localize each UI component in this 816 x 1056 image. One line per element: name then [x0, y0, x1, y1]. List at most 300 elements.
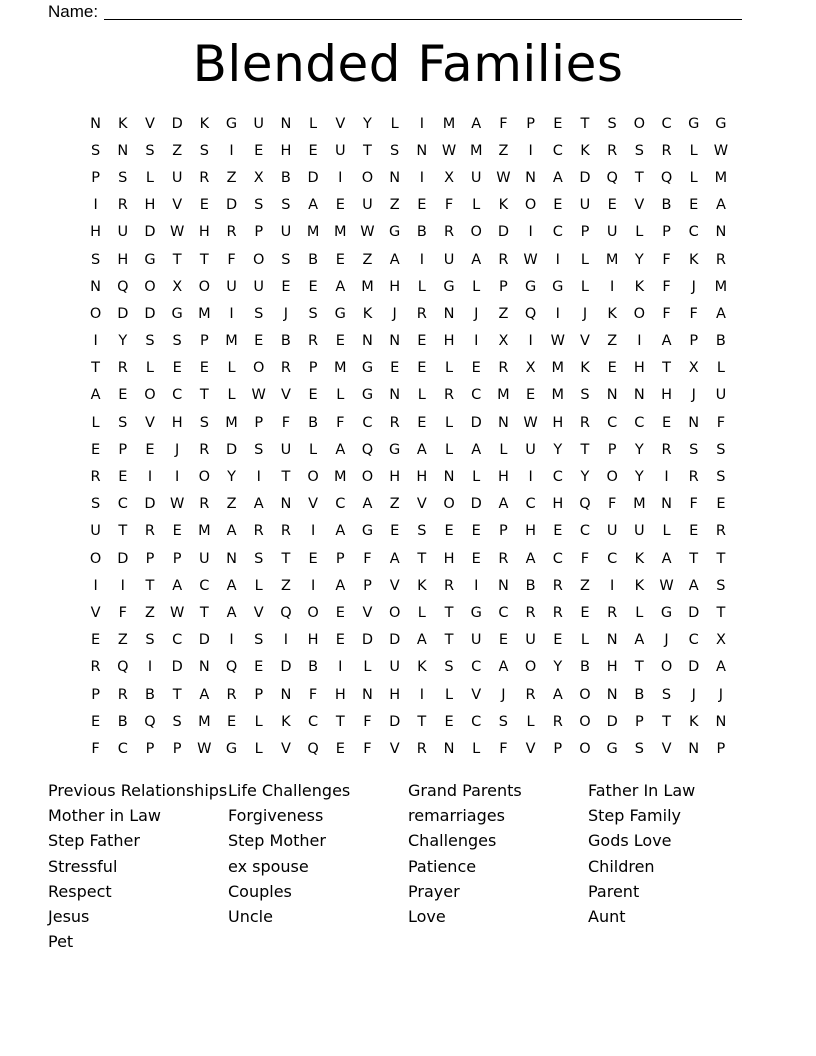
- grid-letter: S: [716, 469, 726, 486]
- grid-letter: L: [472, 278, 481, 295]
- grid-letter: L: [635, 224, 644, 241]
- grid-letter: R: [688, 469, 699, 486]
- grid-letter: A: [552, 686, 563, 703]
- grid-letter: E: [91, 713, 101, 730]
- grid-letter: A: [90, 387, 101, 404]
- grid-letter: B: [280, 333, 291, 350]
- grid-letter: R: [253, 523, 264, 540]
- grid-letter: I: [664, 469, 669, 486]
- grid-letter: C: [579, 523, 591, 540]
- grid-letter: N: [389, 333, 401, 350]
- grid-letter: A: [389, 550, 400, 567]
- grid-letter: S: [90, 251, 101, 268]
- grid-letter: A: [389, 251, 400, 268]
- grid-letter: Y: [363, 115, 372, 132]
- grid-letter: L: [336, 387, 345, 404]
- grid-letter: A: [416, 632, 427, 649]
- grid-letter: R: [552, 604, 563, 621]
- grid-letter: E: [580, 604, 590, 621]
- grid-letter: F: [363, 713, 372, 730]
- grid-letter: I: [637, 333, 642, 350]
- grid-letter: I: [528, 142, 533, 159]
- grid-letter: C: [552, 550, 563, 567]
- grid-letter: B: [715, 333, 726, 350]
- grid-letter: I: [555, 251, 560, 268]
- grid-letter: V: [416, 496, 427, 513]
- grid-letter: U: [280, 224, 292, 241]
- grid-letter: A: [715, 197, 726, 214]
- grid-letter: O: [144, 278, 156, 295]
- grid-letter: C: [471, 387, 482, 404]
- grid-letter: S: [444, 659, 454, 676]
- grid-letter: L: [444, 686, 454, 703]
- grid-letter: E: [335, 632, 345, 649]
- grid-letter: F: [662, 305, 671, 322]
- grid-letter: P: [335, 550, 345, 567]
- grid-letter: C: [607, 414, 618, 431]
- grid-letter: U: [443, 251, 455, 268]
- grid-letter: H: [90, 224, 102, 241]
- grid-letter: W: [523, 414, 538, 431]
- grid-letter: L: [227, 360, 236, 377]
- grid-letter: P: [172, 550, 182, 567]
- grid-letter: W: [550, 333, 565, 350]
- grid-letter: L: [91, 414, 100, 431]
- grid-letter: E: [172, 360, 182, 377]
- grid-letter: Q: [579, 496, 591, 513]
- word-list-item: Parent: [588, 881, 640, 901]
- grid-letter: L: [499, 441, 508, 458]
- grid-letter: N: [715, 224, 727, 241]
- grid-letter: A: [471, 251, 482, 268]
- grid-letter: R: [715, 251, 726, 268]
- grid-letter: S: [254, 305, 264, 322]
- grid-letter: H: [443, 550, 455, 567]
- grid-letter: E: [335, 333, 345, 350]
- grid-letter: W: [441, 142, 457, 159]
- grid-letter: Y: [634, 441, 644, 458]
- grid-letter: U: [606, 224, 618, 241]
- grid-letter: T: [335, 713, 345, 730]
- grid-letter: S: [172, 713, 182, 730]
- grid-letter: L: [472, 197, 481, 214]
- grid-letter: K: [417, 577, 427, 594]
- grid-letter: V: [362, 604, 373, 621]
- grid-letter: E: [661, 414, 672, 431]
- grid-letter: D: [307, 169, 319, 186]
- grid-letter: T: [444, 604, 454, 621]
- grid-letter: F: [662, 251, 671, 268]
- grid-letter: C: [607, 550, 618, 567]
- grid-letter: R: [144, 523, 155, 540]
- grid-letter: E: [471, 550, 481, 567]
- grid-letter: S: [145, 333, 155, 350]
- grid-letter: R: [607, 604, 618, 621]
- grid-letter: M: [334, 360, 347, 377]
- grid-letter: O: [89, 305, 102, 322]
- grid-letter: V: [280, 387, 291, 404]
- word-list-item: Grand Parents: [408, 781, 522, 800]
- grid-letter: P: [499, 523, 508, 540]
- grid-letter: X: [172, 278, 183, 295]
- grid-letter: E: [226, 713, 237, 730]
- grid-letter: A: [226, 577, 237, 594]
- grid-letter: O: [144, 387, 156, 404]
- word-list-item: Pet: [48, 932, 74, 952]
- grid-letter: W: [169, 496, 185, 513]
- grid-letter: E: [553, 115, 563, 132]
- grid-letter: M: [198, 713, 211, 730]
- grid-letter: E: [471, 523, 481, 540]
- grid-letter: Y: [227, 469, 236, 486]
- grid-letter: L: [444, 441, 454, 458]
- grid-letter: S: [390, 142, 400, 159]
- grid-letter: E: [254, 333, 264, 350]
- grid-letter: T: [199, 387, 209, 404]
- grid-letter: V: [280, 740, 291, 757]
- grid-letter: C: [308, 713, 319, 730]
- grid-letter: E: [553, 197, 563, 214]
- grid-letter: W: [360, 224, 375, 241]
- grid-letter: P: [308, 360, 318, 377]
- grid-letter: Z: [362, 251, 373, 268]
- grid-letter: W: [496, 169, 511, 186]
- grid-letter: G: [361, 523, 374, 540]
- grid-letter: C: [688, 224, 699, 241]
- name-underline: [104, 5, 742, 20]
- grid-letter: X: [498, 333, 509, 350]
- grid-letter: I: [555, 305, 560, 322]
- grid-letter: T: [199, 251, 209, 268]
- grid-letter: E: [254, 142, 264, 159]
- grid-letter: I: [474, 333, 479, 350]
- grid-letter: L: [390, 115, 399, 132]
- grid-letter: L: [254, 740, 263, 757]
- grid-letter: E: [335, 604, 345, 621]
- grid-letter: I: [310, 523, 316, 540]
- grid-letter: D: [280, 659, 292, 676]
- grid-letter: U: [253, 115, 265, 132]
- grid-letter: M: [225, 333, 238, 350]
- grid-letter: J: [175, 441, 180, 458]
- grid-letter: Z: [226, 169, 237, 186]
- grid-letter: S: [90, 142, 101, 159]
- grid-letter: L: [417, 387, 426, 404]
- grid-letter: L: [472, 469, 481, 486]
- grid-letter: O: [198, 278, 211, 295]
- grid-letter: P: [254, 224, 264, 241]
- grid-letter: F: [308, 686, 318, 703]
- grid-letter: Z: [145, 604, 155, 621]
- grid-letter: A: [715, 659, 726, 676]
- grid-letter: R: [552, 713, 563, 730]
- grid-letter: I: [419, 169, 424, 186]
- grid-letter: P: [91, 169, 100, 186]
- grid-letter: J: [691, 278, 696, 295]
- grid-letter: H: [633, 360, 645, 377]
- grid-letter: R: [280, 360, 291, 377]
- grid-letter: E: [172, 523, 182, 540]
- grid-letter: S: [308, 305, 318, 322]
- grid-letter: P: [607, 441, 617, 458]
- grid-letter: G: [389, 224, 401, 241]
- grid-letter: A: [253, 496, 264, 513]
- grid-letter: S: [199, 142, 209, 159]
- grid-letter: P: [526, 115, 535, 132]
- grid-letter: E: [254, 659, 264, 676]
- grid-letter: K: [281, 713, 291, 730]
- grid-letter: G: [334, 305, 346, 322]
- grid-letter: N: [117, 142, 129, 159]
- grid-letter: H: [552, 496, 564, 513]
- grid-letter: T: [662, 360, 671, 377]
- grid-letter: U: [606, 523, 618, 540]
- grid-letter: Q: [280, 604, 292, 621]
- grid-letter: N: [715, 713, 727, 730]
- grid-letter: B: [308, 414, 319, 431]
- grid-letter: P: [716, 740, 726, 757]
- grid-letter: A: [688, 577, 699, 594]
- grid-letter: G: [470, 604, 482, 621]
- grid-letter: M: [198, 305, 211, 322]
- grid-letter: T: [716, 550, 726, 567]
- grid-letter: S: [498, 713, 509, 730]
- grid-letter: N: [362, 686, 373, 703]
- word-list-item: Couples: [228, 881, 292, 901]
- grid-letter: K: [688, 713, 699, 730]
- grid-letter: H: [334, 686, 346, 703]
- grid-letter: L: [635, 604, 644, 621]
- grid-letter: Z: [498, 305, 509, 322]
- grid-letter: Y: [553, 441, 563, 458]
- grid-letter: P: [118, 441, 128, 458]
- grid-letter: Z: [580, 577, 590, 594]
- grid-letter: C: [117, 496, 128, 513]
- grid-letter: L: [689, 169, 698, 186]
- grid-letter: I: [147, 659, 153, 676]
- grid-letter: R: [199, 496, 210, 513]
- word-list-item: Step Mother: [228, 831, 326, 851]
- grid-letter: K: [118, 115, 128, 132]
- word-list-item: Jesus: [48, 906, 90, 926]
- grid-letter: I: [310, 577, 316, 594]
- grid-letter: O: [470, 224, 482, 241]
- grid-letter: Z: [607, 333, 618, 350]
- grid-letter: N: [90, 278, 102, 295]
- grid-letter: R: [117, 360, 128, 377]
- grid-letter: O: [606, 469, 618, 486]
- grid-letter: W: [523, 251, 538, 268]
- grid-letter: K: [688, 251, 699, 268]
- grid-letter: U: [253, 278, 265, 295]
- grid-letter: Y: [553, 659, 563, 676]
- grid-letter: R: [661, 441, 672, 458]
- grid-letter: E: [689, 523, 699, 540]
- grid-letter: V: [145, 115, 155, 132]
- grid-letter: I: [256, 469, 261, 486]
- grid-letter: R: [389, 414, 400, 431]
- grid-letter: R: [498, 251, 509, 268]
- grid-letter: T: [363, 142, 372, 159]
- grid-letter: E: [118, 387, 128, 404]
- grid-letter: T: [145, 577, 155, 594]
- grid-letter: E: [417, 333, 427, 350]
- grid-letter: F: [118, 604, 127, 621]
- grid-letter: M: [198, 523, 211, 540]
- grid-letter: S: [145, 632, 155, 649]
- grid-letter: N: [198, 659, 210, 676]
- grid-letter: E: [91, 632, 101, 649]
- grid-letter: W: [169, 224, 185, 241]
- grid-letter: V: [525, 740, 536, 757]
- grid-letter: G: [225, 740, 238, 757]
- grid-letter: E: [553, 523, 563, 540]
- grid-letter: Q: [307, 740, 319, 757]
- grid-letter: N: [280, 496, 292, 513]
- grid-letter: L: [689, 142, 698, 159]
- grid-letter: S: [254, 550, 264, 567]
- grid-letter: V: [634, 197, 645, 214]
- grid-letter: F: [363, 550, 372, 567]
- grid-letter: R: [552, 577, 563, 594]
- grid-letter: L: [580, 632, 590, 649]
- grid-letter: T: [172, 686, 182, 703]
- grid-letter: U: [90, 523, 101, 540]
- grid-letter: I: [419, 115, 424, 132]
- grid-letter: M: [334, 469, 347, 486]
- grid-letter: I: [93, 577, 98, 594]
- grid-letter: V: [253, 604, 264, 621]
- grid-letter: F: [499, 740, 508, 757]
- grid-letter: E: [199, 197, 209, 214]
- grid-letter: L: [444, 360, 454, 377]
- grid-letter: I: [93, 197, 98, 214]
- grid-letter: I: [610, 577, 615, 594]
- grid-letter: R: [416, 740, 427, 757]
- grid-letter: J: [283, 305, 289, 322]
- grid-letter: O: [307, 604, 319, 621]
- grid-letter: H: [443, 333, 455, 350]
- grid-letter: E: [335, 197, 345, 214]
- grid-letter: U: [199, 550, 210, 567]
- grid-letter: T: [91, 360, 101, 377]
- grid-letter: D: [470, 496, 482, 513]
- grid-letter: P: [254, 686, 264, 703]
- grid-letter: H: [416, 469, 428, 486]
- grid-letter: S: [90, 496, 101, 513]
- grid-letter: G: [443, 278, 455, 295]
- grid-letter: T: [716, 604, 726, 621]
- grid-letter: O: [198, 469, 211, 486]
- grid-letter: A: [552, 169, 563, 186]
- word-list-item: Step Family: [588, 806, 681, 826]
- grid-letter: I: [528, 469, 533, 486]
- grid-letter: C: [471, 659, 482, 676]
- grid-letter: Q: [117, 659, 129, 676]
- grid-letter: R: [90, 469, 101, 486]
- grid-letter: L: [309, 441, 318, 458]
- grid-letter: A: [335, 278, 346, 295]
- grid-letter: P: [580, 224, 590, 241]
- grid-letter: L: [145, 360, 155, 377]
- grid-letter: B: [280, 169, 291, 186]
- grid-letter: C: [688, 632, 699, 649]
- grid-letter: M: [225, 414, 238, 431]
- grid-letter: R: [90, 659, 101, 676]
- grid-letter: V: [661, 740, 672, 757]
- grid-letter: E: [444, 713, 454, 730]
- grid-letter: L: [417, 278, 426, 295]
- word-list-item: Love: [408, 906, 446, 926]
- grid-letter: Q: [606, 169, 618, 186]
- grid-letter: R: [443, 577, 455, 594]
- grid-letter: X: [253, 169, 264, 186]
- word-list-item: Forgiveness: [228, 806, 324, 826]
- grid-letter: N: [525, 169, 537, 186]
- grid-letter: E: [689, 197, 699, 214]
- grid-letter: U: [634, 523, 645, 540]
- grid-letter: M: [551, 360, 565, 377]
- grid-letter: H: [280, 142, 292, 159]
- grid-letter: B: [117, 713, 128, 730]
- name-field: [48, 0, 742, 20]
- grid-letter: L: [227, 387, 236, 404]
- grid-letter: T: [199, 604, 209, 621]
- grid-letter: C: [634, 414, 645, 431]
- word-list-item: Respect: [48, 881, 112, 901]
- grid-letter: E: [417, 360, 427, 377]
- grid-letter: L: [580, 251, 590, 268]
- grid-letter: K: [580, 360, 590, 377]
- word-list-item: Step Father: [48, 831, 140, 851]
- word-list-item: Mother in Law: [48, 806, 161, 826]
- grid-letter: B: [416, 224, 427, 241]
- grid-letter: J: [691, 686, 696, 703]
- grid-letter: E: [118, 469, 128, 486]
- word-list: [48, 778, 768, 954]
- grid-letter: I: [229, 632, 234, 649]
- grid-letter: A: [661, 333, 672, 350]
- grid-letter: X: [444, 169, 454, 186]
- grid-letter: S: [716, 577, 726, 594]
- grid-letter: A: [498, 659, 509, 676]
- grid-letter: H: [307, 632, 319, 649]
- grid-letter: T: [662, 713, 671, 730]
- grid-letter: G: [688, 115, 700, 132]
- grid-letter: N: [389, 169, 401, 186]
- word-list-item: Stressful: [48, 856, 118, 876]
- grid-letter: Q: [361, 441, 374, 458]
- grid-letter: A: [715, 305, 726, 322]
- grid-letter: S: [607, 115, 617, 132]
- grid-letter: L: [716, 360, 725, 377]
- grid-letter: T: [689, 550, 699, 567]
- grid-letter: D: [497, 224, 509, 241]
- grid-letter: H: [525, 523, 537, 540]
- letter-grid: [82, 110, 735, 763]
- grid-letter: D: [225, 197, 238, 214]
- grid-letter: R: [661, 142, 672, 159]
- grid-letter: Q: [144, 713, 156, 730]
- grid-letter: M: [334, 224, 347, 241]
- grid-letter: P: [662, 224, 671, 241]
- grid-letter: O: [307, 469, 319, 486]
- grid-letter: C: [552, 142, 563, 159]
- grid-letter: I: [474, 577, 479, 594]
- grid-letter: C: [498, 604, 509, 621]
- grid-letter: Z: [226, 496, 237, 513]
- grid-letter: E: [607, 360, 617, 377]
